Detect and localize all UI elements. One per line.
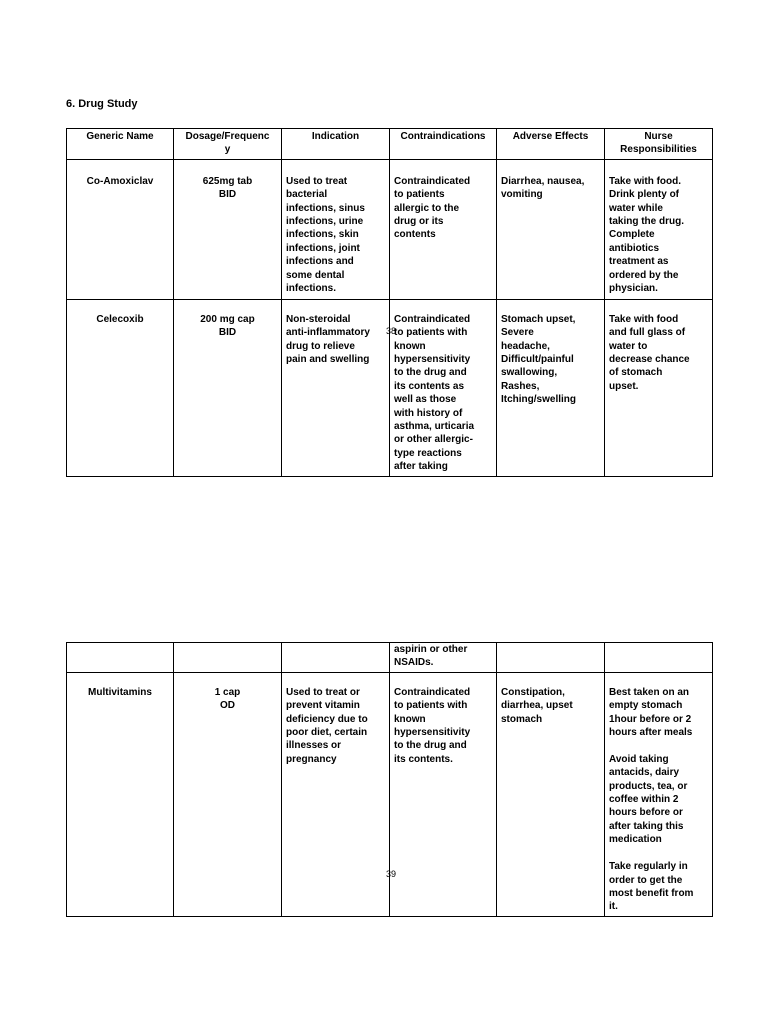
generic-name-cell: Celecoxib	[67, 299, 174, 476]
section-title: 6. Drug Study	[66, 98, 138, 110]
contraindications-cell: Contraindicated to patients with known hypersensitivity to the drug and its contents.	[390, 672, 497, 916]
nurse-responsibilities-cell: Best taken on an empty stomach 1hour before or 2 hours after meals Avoid taking antacids, dairy products, tea, or coffee within 2 hours before or after taking this medication Take regularly in order to get the most benefit from it.	[605, 672, 713, 916]
nurse-responsibilities-cell: Take with food and full glass of water to decrease chance of stomach upset.	[605, 299, 713, 476]
contraindications-cell: aspirin or other NSAIDs.	[390, 643, 497, 673]
page-number: 38	[386, 326, 397, 336]
header-nurse-responsibilities: Nurse Responsibilities	[605, 129, 713, 160]
nurse-responsibilities-cell: Take with food. Drink plenty of water while taking the drug. Complete antibiotics treatment as ordered by the physician.	[605, 159, 713, 299]
indication-cell: Used to treat bacterial infections, sinus infections, urine infections, skin infections, joint infections and some dental infections.	[282, 159, 390, 299]
header-indication: Indication	[282, 129, 390, 160]
generic-name-cell	[67, 643, 174, 673]
dosage-cell: 1 cap OD	[174, 672, 282, 916]
generic-name-cell: Multivitamins	[67, 672, 174, 916]
adverse-effects-cell	[497, 643, 605, 673]
generic-name-cell: Co-Amoxiclav	[67, 159, 174, 299]
nurse-responsibilities-cell	[605, 643, 713, 673]
dosage-cell: 200 mg cap BID	[174, 299, 282, 476]
header-generic-name: Generic Name	[67, 129, 174, 160]
indication-cell: Non-steroidal anti-inflammatory drug to relieve pain and swelling	[282, 299, 390, 476]
adverse-effects-cell: Constipation, diarrhea, upset stomach	[497, 672, 605, 916]
contraindications-cell: Contraindicated to patients allergic to the drug or its contents	[390, 159, 497, 299]
indication-cell: Used to treat or prevent vitamin deficiency due to poor diet, certain illnesses or pregnancy	[282, 672, 390, 916]
indication-cell	[282, 643, 390, 673]
table-header-row	[67, 129, 713, 160]
dosage-cell: 625mg tab BID	[174, 159, 282, 299]
table-row	[67, 672, 713, 916]
header-adverse-effects: Adverse Effects	[497, 129, 605, 160]
page-number: 39	[386, 869, 397, 879]
header-dosage-frequency: Dosage/Frequenc y	[174, 129, 282, 160]
adverse-effects-cell: Stomach upset, Severe headache, Difficult/painful swallowing, Rashes, Itching/swelling	[497, 299, 605, 476]
contraindications-cell: Contraindicated to patients with known hypersensitivity to the drug and its contents as well as those with history of asthma, urticaria or other allergic- type reactions after taking	[390, 299, 497, 476]
dosage-cell	[174, 643, 282, 673]
adverse-effects-cell: Diarrhea, nausea, vomiting	[497, 159, 605, 299]
header-contraindications: Contraindications	[390, 129, 497, 160]
table-row	[67, 159, 713, 299]
drug-study-table-part-1	[66, 128, 713, 477]
table-row	[67, 643, 713, 673]
